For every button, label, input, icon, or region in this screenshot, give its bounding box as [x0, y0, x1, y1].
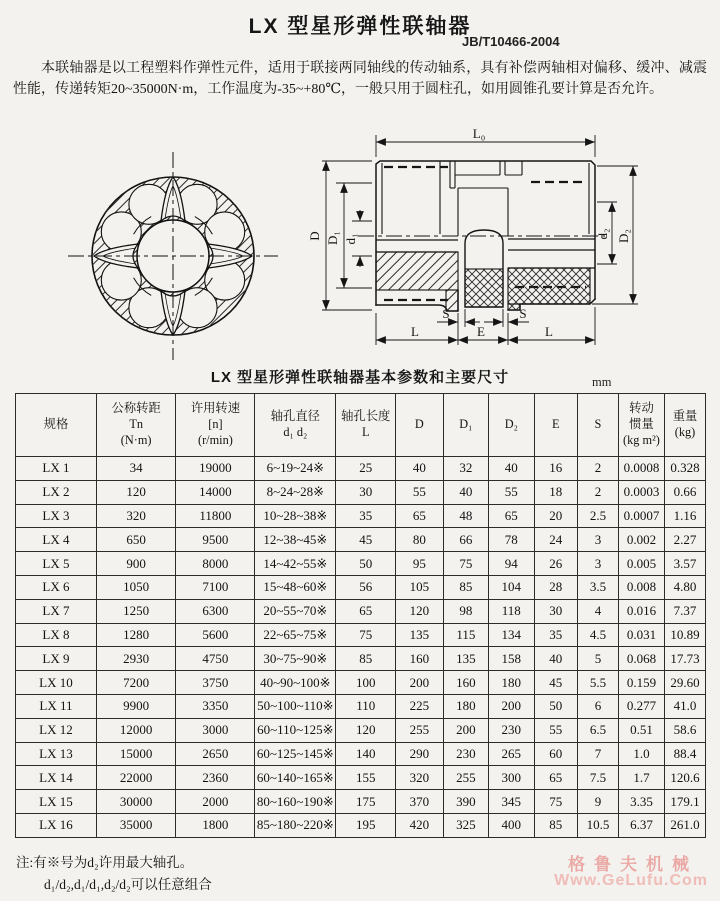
table-cell: 155	[336, 766, 396, 790]
table-header-cell: 规格	[16, 394, 97, 457]
table-cell: LX 1	[16, 457, 97, 481]
table-cell: 55	[489, 480, 534, 504]
table-row	[16, 671, 706, 695]
table-header-cell: E	[534, 394, 578, 457]
table-cell: 1250	[96, 599, 176, 623]
table-cell: 85	[534, 813, 578, 837]
table-cell: 0.068	[618, 647, 664, 671]
table-cell: 80~160~190※	[255, 790, 336, 814]
table-cell: 9900	[96, 694, 176, 718]
table-header-cell: D₁	[443, 394, 488, 457]
front-view-drawing	[68, 152, 278, 360]
dim-label-l0: L₀	[472, 126, 486, 141]
table-cell: 80	[396, 528, 443, 552]
table-cell: 12~38~45※	[255, 528, 336, 552]
table-cell: 7200	[96, 671, 176, 695]
table-cell: 265	[489, 742, 534, 766]
table-cell: 8~24~28※	[255, 480, 336, 504]
table-cell: 105	[396, 575, 443, 599]
note-line-2: d₁/d₂,d₁/d₁,d₂/d₂可以任意组合	[44, 877, 212, 892]
table-cell: 160	[396, 647, 443, 671]
table-cell: 179.1	[665, 790, 706, 814]
table-cell: 17.73	[665, 647, 706, 671]
table-cell: 200	[396, 671, 443, 695]
table-cell: 120	[336, 718, 396, 742]
table-cell: 65	[534, 766, 578, 790]
table-cell: 22~65~75※	[255, 623, 336, 647]
table-cell: 75	[443, 552, 488, 576]
table-cell: 5	[578, 647, 619, 671]
dim-label-D2: D₂	[616, 229, 631, 243]
table-cell: 3.5	[578, 575, 619, 599]
table-cell: 65	[489, 504, 534, 528]
dim-label-l-right: L	[545, 324, 553, 339]
table-cell: 30	[336, 480, 396, 504]
table-cell: 65	[336, 599, 396, 623]
table-cell: 158	[489, 647, 534, 671]
table-cell: 9	[578, 790, 619, 814]
table-cell: 0.031	[618, 623, 664, 647]
table-row	[16, 552, 706, 576]
table-cell: 230	[443, 742, 488, 766]
dim-label-d1: d₁	[343, 233, 358, 245]
table-cell: 45	[534, 671, 578, 695]
table-cell: 400	[489, 813, 534, 837]
table-cell: 200	[443, 718, 488, 742]
table-cell: 3.57	[665, 552, 706, 576]
table-row	[16, 742, 706, 766]
table-cell: 6.37	[618, 813, 664, 837]
table-cell: 10~28~38※	[255, 504, 336, 528]
table-cell: 0.328	[665, 457, 706, 481]
table-cell: 20	[534, 504, 578, 528]
table-cell: LX 2	[16, 480, 97, 504]
table-cell: 25	[336, 457, 396, 481]
table-cell: 85~180~220※	[255, 813, 336, 837]
dim-label-D: D	[307, 231, 322, 241]
table-row	[16, 575, 706, 599]
table-cell: 325	[443, 813, 488, 837]
table-cell: 180	[443, 694, 488, 718]
table-cell: 41.0	[665, 694, 706, 718]
table-cell: LX 7	[16, 599, 97, 623]
table-cell: 0.66	[665, 480, 706, 504]
table-cell: 40	[489, 457, 534, 481]
table-cell: 8000	[176, 552, 255, 576]
table-cell: 1.0	[618, 742, 664, 766]
table-header-cell: 许用转速 [n] (r/min)	[176, 394, 255, 457]
table-cell: 0.159	[618, 671, 664, 695]
table-header-cell: D₂	[489, 394, 534, 457]
table-cell: LX 14	[16, 766, 97, 790]
watermark-url: Www.GeLufu.Com	[554, 872, 708, 889]
table-cell: 200	[489, 694, 534, 718]
table-cell: 6	[578, 694, 619, 718]
table-cell: 65	[396, 504, 443, 528]
table-cell: 135	[443, 647, 488, 671]
table-cell: 1280	[96, 623, 176, 647]
table-cell: 98	[443, 599, 488, 623]
table-cell: 50~100~110※	[255, 694, 336, 718]
table-cell: 22000	[96, 766, 176, 790]
table-cell: 100	[336, 671, 396, 695]
hub-inner-lines	[382, 161, 589, 236]
table-cell: 345	[489, 790, 534, 814]
table-cell: 35	[534, 623, 578, 647]
table-cell: 320	[96, 504, 176, 528]
table-cell: 55	[534, 718, 578, 742]
dim-label-l-left: L	[411, 324, 419, 339]
centerlines	[68, 152, 278, 360]
table-cell: 20~55~70※	[255, 599, 336, 623]
table-cell: 40	[534, 647, 578, 671]
table-cell: 75	[336, 623, 396, 647]
table-cell: 78	[489, 528, 534, 552]
table-header-row	[16, 394, 706, 457]
table-cell: 225	[396, 694, 443, 718]
table-cell: 40	[443, 480, 488, 504]
table-cell: 2360	[176, 766, 255, 790]
dim-label-D1: D₁	[325, 231, 340, 245]
table-cell: 4.80	[665, 575, 706, 599]
table-cell: 104	[489, 575, 534, 599]
table-cell: 2650	[176, 742, 255, 766]
table-cell: 0.008	[618, 575, 664, 599]
table-cell: 3.35	[618, 790, 664, 814]
table-cell: 7.5	[578, 766, 619, 790]
table-cell: 1.16	[665, 504, 706, 528]
table-cell: 900	[96, 552, 176, 576]
table-cell: 10.5	[578, 813, 619, 837]
table-row	[16, 813, 706, 837]
table-cell: 40	[396, 457, 443, 481]
table-row	[16, 457, 706, 481]
table-cell: 3	[578, 528, 619, 552]
table-cell: 195	[336, 813, 396, 837]
table-cell: 56	[336, 575, 396, 599]
table-cell: 0.005	[618, 552, 664, 576]
table-cell: 160	[443, 671, 488, 695]
table-cell: 180	[489, 671, 534, 695]
table-cell: 290	[396, 742, 443, 766]
table-cell: 35000	[96, 813, 176, 837]
table-cell: 175	[336, 790, 396, 814]
table-cell: 2930	[96, 647, 176, 671]
star-element-section	[465, 230, 503, 307]
table-row	[16, 599, 706, 623]
table-cell: 14~42~55※	[255, 552, 336, 576]
table-header-cell: 轴孔直径 d₁ d₂	[255, 394, 336, 457]
table-cell: 390	[443, 790, 488, 814]
table-cell: 1050	[96, 575, 176, 599]
table-cell: 2000	[176, 790, 255, 814]
table-cell: 1800	[176, 813, 255, 837]
table-cell: 5.5	[578, 671, 619, 695]
table-cell: LX 10	[16, 671, 97, 695]
table-cell: 50	[534, 694, 578, 718]
table-cell: 110	[336, 694, 396, 718]
table-row	[16, 480, 706, 504]
table-cell: 261.0	[665, 813, 706, 837]
table-header-cell: 公称转距 Tn (N·m)	[96, 394, 176, 457]
table-cell: 50	[336, 552, 396, 576]
table-cell: 650	[96, 528, 176, 552]
table-cell: 5600	[176, 623, 255, 647]
table-cell: 7100	[176, 575, 255, 599]
table-cell: 0.277	[618, 694, 664, 718]
table-cell: 2.5	[578, 504, 619, 528]
table-row	[16, 623, 706, 647]
table-title: LX 型星形弹性联轴器基本参数和主要尺寸	[210, 369, 510, 386]
table-body	[16, 457, 706, 838]
table-cell: 2.27	[665, 528, 706, 552]
table-row	[16, 647, 706, 671]
table-cell: 2	[578, 480, 619, 504]
table-cell: 7.37	[665, 599, 706, 623]
table-cell: 255	[396, 718, 443, 742]
table-cell: 3	[578, 552, 619, 576]
table-cell: LX 4	[16, 528, 97, 552]
table-cell: 85	[336, 647, 396, 671]
table-cell: 11800	[176, 504, 255, 528]
table-cell: 30~75~90※	[255, 647, 336, 671]
table-cell: 16	[534, 457, 578, 481]
table-cell: 58.6	[665, 718, 706, 742]
table-cell: 35	[336, 504, 396, 528]
table-header-cell: 重量 (kg)	[665, 394, 706, 457]
table-cell: 134	[489, 623, 534, 647]
table-cell: 0.0008	[618, 457, 664, 481]
table-cell: 7	[578, 742, 619, 766]
table-cell: 420	[396, 813, 443, 837]
table-cell: 55	[396, 480, 443, 504]
dim-label-s-left: S	[442, 306, 450, 321]
table-row	[16, 766, 706, 790]
table-cell: 4750	[176, 647, 255, 671]
table-row	[16, 694, 706, 718]
table-cell: 0.016	[618, 599, 664, 623]
table-cell: 120	[96, 480, 176, 504]
table-cell: LX 8	[16, 623, 97, 647]
page-title: LX 型星形弹性联轴器	[248, 15, 472, 38]
table-header-cell: S	[578, 394, 619, 457]
dim-label-e: E	[477, 324, 485, 339]
table-cell: 0.002	[618, 528, 664, 552]
table-cell: 60	[534, 742, 578, 766]
dim-label-d2: d₂	[595, 228, 610, 240]
table-cell: LX 13	[16, 742, 97, 766]
table-cell: 75	[534, 790, 578, 814]
table-cell: 40~90~100※	[255, 671, 336, 695]
table-cell: 0.0003	[618, 480, 664, 504]
table-cell: 6~19~24※	[255, 457, 336, 481]
table-cell: 60~140~165※	[255, 766, 336, 790]
table-cell: 88.4	[665, 742, 706, 766]
table-cell: 95	[396, 552, 443, 576]
table-cell: 118	[489, 599, 534, 623]
table-cell: 48	[443, 504, 488, 528]
table-header-cell: 轴孔长度 L	[336, 394, 396, 457]
table-cell: LX 16	[16, 813, 97, 837]
table-cell: 320	[396, 766, 443, 790]
table-header-cell: D	[396, 394, 443, 457]
table-cell: 60~125~145※	[255, 742, 336, 766]
table-cell: 26	[534, 552, 578, 576]
table-cell: 29.60	[665, 671, 706, 695]
table-cell: 4	[578, 599, 619, 623]
table-header-cell: 转动 惯量 (kg m²)	[618, 394, 664, 457]
table-cell: LX 5	[16, 552, 97, 576]
table-cell: 60~110~125※	[255, 718, 336, 742]
table-cell: 6.5	[578, 718, 619, 742]
table-cell: 14000	[176, 480, 255, 504]
table-cell: 230	[489, 718, 534, 742]
table-row	[16, 528, 706, 552]
table-cell: 15000	[96, 742, 176, 766]
table-cell: LX 9	[16, 647, 97, 671]
table-cell: 6300	[176, 599, 255, 623]
table-cell: 120	[396, 599, 443, 623]
table-cell: 4.5	[578, 623, 619, 647]
table-cell: 28	[534, 575, 578, 599]
table-cell: 34	[96, 457, 176, 481]
table-row	[16, 790, 706, 814]
table-cell: 10.89	[665, 623, 706, 647]
table-cell: 1.7	[618, 766, 664, 790]
table-cell: 45	[336, 528, 396, 552]
table-cell: 120.6	[665, 766, 706, 790]
table-cell: 30000	[96, 790, 176, 814]
table-cell: 3000	[176, 718, 255, 742]
table-cell: 3350	[176, 694, 255, 718]
table-cell: LX 12	[16, 718, 97, 742]
table-cell: LX 11	[16, 694, 97, 718]
table-cell: 370	[396, 790, 443, 814]
table-cell: 115	[443, 623, 488, 647]
dim-label-s-right: S	[519, 306, 527, 321]
table-cell: 19000	[176, 457, 255, 481]
parameters-table	[15, 393, 706, 838]
table-cell: 94	[489, 552, 534, 576]
front-view-figure	[58, 146, 288, 366]
table-cell: 0.0007	[618, 504, 664, 528]
table-cell: 300	[489, 766, 534, 790]
table-row	[16, 504, 706, 528]
table-cell: 30	[534, 599, 578, 623]
table-cell: 140	[336, 742, 396, 766]
table-cell: 2	[578, 457, 619, 481]
description-paragraph: 本联轴器是以工程塑料作弹性元件，适用于联接两同轴线的传动轴系，具有补偿两轴相对偏移、缓冲、减震性能，传递转矩20~35000N·m，工作温度为-35~+80℃，一般只用于圆柱孔，如用圆锥孔要计算是否允许。	[13, 61, 707, 97]
table-cell: 66	[443, 528, 488, 552]
watermark-brand: 格鲁夫机械	[568, 855, 698, 874]
note-line-1: 注:有※号为d₂许用最大轴孔。	[16, 855, 194, 870]
table-cell: 9500	[176, 528, 255, 552]
table-cell: 135	[396, 623, 443, 647]
table-cell: 85	[443, 575, 488, 599]
unit-label: mm	[592, 375, 612, 389]
table-cell: 24	[534, 528, 578, 552]
table-cell: 0.51	[618, 718, 664, 742]
standard-code: JB/T10466-2004	[462, 34, 560, 49]
section-view-figure	[300, 126, 648, 366]
table-cell: LX 15	[16, 790, 97, 814]
table-cell: LX 6	[16, 575, 97, 599]
table-cell: 3750	[176, 671, 255, 695]
table-cell: 255	[443, 766, 488, 790]
table-cell: 12000	[96, 718, 176, 742]
table-cell: 18	[534, 480, 578, 504]
table-cell: 32	[443, 457, 488, 481]
table-cell: 15~48~60※	[255, 575, 336, 599]
table-row	[16, 718, 706, 742]
table-cell: LX 3	[16, 504, 97, 528]
